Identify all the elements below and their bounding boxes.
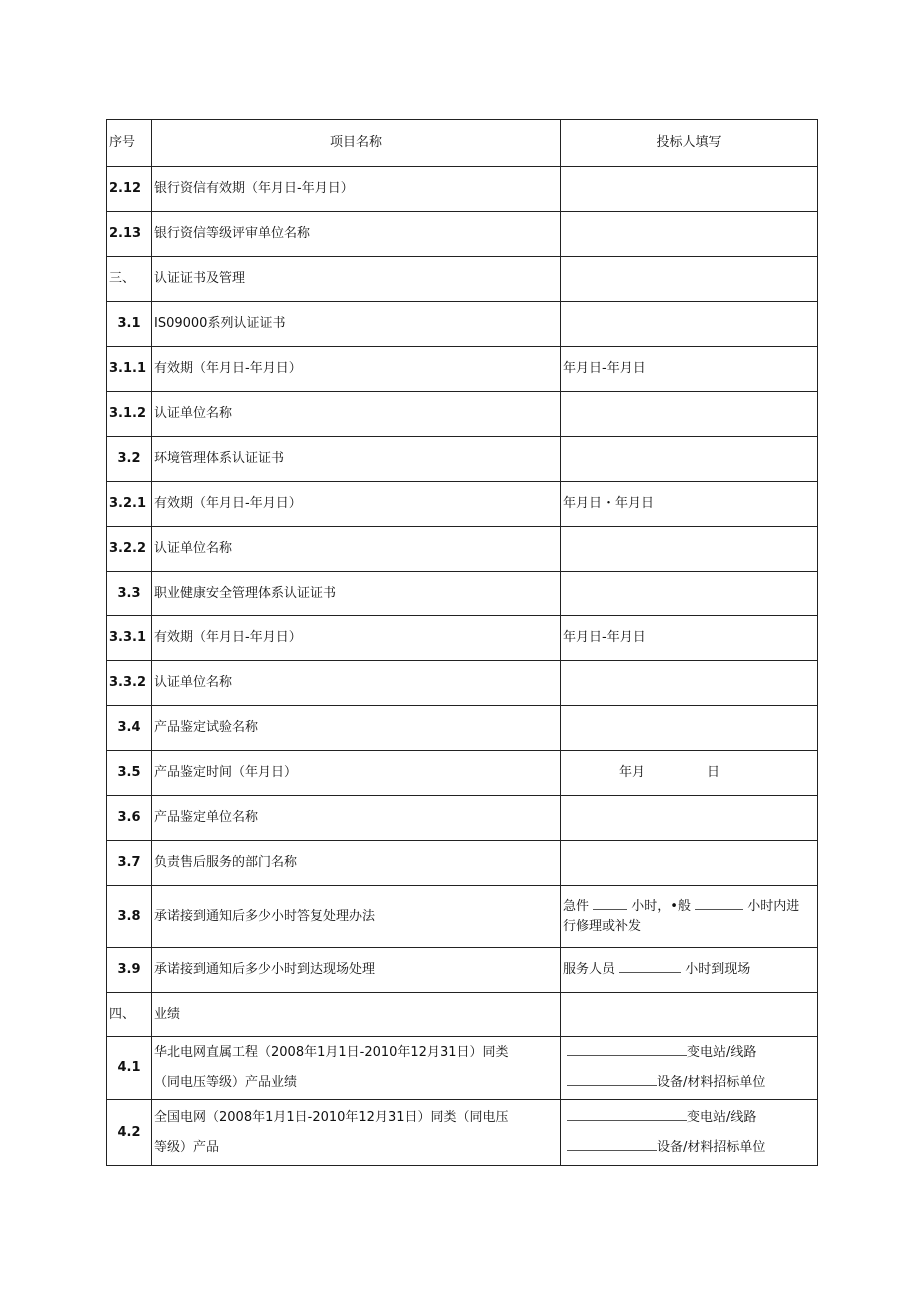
row-no: 3.3.2 [107, 661, 152, 706]
row-no: 3.7 [107, 841, 152, 886]
row-item: 产品鉴定单位名称 [152, 796, 561, 841]
row-item [152, 1100, 561, 1166]
row-fill[interactable] [561, 993, 818, 1037]
row-fill[interactable] [561, 437, 818, 482]
table-row [107, 392, 818, 437]
row-fill[interactable] [561, 257, 818, 302]
row-item: 认证单位名称 [152, 527, 561, 572]
header-row [107, 120, 818, 167]
row-item: 承诺接到通知后多少小时到达现场处理 [152, 948, 561, 993]
table-row [107, 796, 818, 841]
tender-unit-blank[interactable] [567, 1138, 657, 1151]
row-fill[interactable] [561, 661, 818, 706]
row-fill[interactable]: 年月日-年月日 [561, 616, 818, 661]
row-item: 有效期（年月日-年月日） [152, 347, 561, 392]
table-row [107, 302, 818, 347]
table-row [107, 616, 818, 661]
row-fill[interactable] [561, 841, 818, 886]
fill-text-c: 小时内进 [747, 898, 800, 914]
row-item-line2: 等级）产品 [154, 1139, 220, 1155]
row-fill[interactable] [561, 948, 818, 993]
row-item: 职业健康安全管理体系认证证书 [152, 572, 561, 616]
row-fill[interactable] [561, 302, 818, 347]
row-no: 2.12 [107, 167, 152, 212]
row-no: 3.2.2 [107, 527, 152, 572]
row-item: 认证单位名称 [152, 661, 561, 706]
fill-text-b: 小时到现场 [685, 962, 751, 977]
substation-blank[interactable] [567, 1043, 687, 1056]
row-no: 3.9 [107, 948, 152, 993]
table-row [107, 347, 818, 392]
row-item: 银行资信有效期（年月日-年月日） [152, 167, 561, 212]
row-item: 承诺接到通知后多少小时答复处理办法 [152, 886, 561, 948]
row-no: 3.4 [107, 706, 152, 751]
row-no: 2.13 [107, 212, 152, 257]
row-no: 3.3.1 [107, 616, 152, 661]
table-row [107, 527, 818, 572]
row-no: 4.2 [107, 1100, 152, 1166]
table-row [107, 572, 818, 616]
row-no: 3.2.1 [107, 482, 152, 527]
table-row [107, 1100, 818, 1166]
row-item: 负责售后服务的部门名称 [152, 841, 561, 886]
row-item-line1: 华北电网直属工程（2008年1月1日-2010年12月31日）同类 [154, 1045, 509, 1060]
row-no: 四、 [107, 993, 152, 1037]
row-item [152, 1037, 561, 1100]
table-row [107, 437, 818, 482]
row-fill[interactable] [561, 1100, 818, 1166]
fill-year-label: 年月 [619, 765, 646, 780]
row-item: 银行资信等级评审单位名称 [152, 212, 561, 257]
row-no: 4.1 [107, 1037, 152, 1100]
table-row [107, 841, 818, 886]
row-item: 产品鉴定试验名称 [152, 706, 561, 751]
table-row [107, 948, 818, 993]
hours-blank-urgent[interactable] [593, 897, 627, 910]
row-no: 3.6 [107, 796, 152, 841]
row-fill[interactable] [561, 796, 818, 841]
row-item: 业绩 [152, 993, 561, 1037]
fill-text-d: 行修理或补发 [563, 918, 642, 934]
substation-blank[interactable] [567, 1108, 687, 1121]
row-item: 认证单位名称 [152, 392, 561, 437]
table-row [107, 706, 818, 751]
table-row [107, 167, 818, 212]
row-item-line2: （同电压等级）产品业绩 [154, 1075, 298, 1090]
row-item: 认证证书及管理 [152, 257, 561, 302]
table-row [107, 212, 818, 257]
row-fill[interactable] [561, 167, 818, 212]
tender-unit-blank[interactable] [567, 1073, 657, 1086]
row-item: 有效期（年月日-年月日） [152, 616, 561, 661]
tender-form-table [106, 119, 818, 1166]
row-fill[interactable] [561, 751, 818, 796]
header-no: 序号 [107, 120, 152, 167]
row-no: 3.3 [107, 572, 152, 616]
fill-day-label: 日 [707, 765, 721, 780]
row-no: 3.8 [107, 886, 152, 948]
row-fill[interactable] [561, 212, 818, 257]
row-fill[interactable] [561, 392, 818, 437]
row-no: 3.1.2 [107, 392, 152, 437]
row-item: 产品鉴定时间（年月日） [152, 751, 561, 796]
header-fill: 投标人填写 [561, 120, 818, 167]
row-no: 三、 [107, 257, 152, 302]
row-item: 环境管理体系认证证书 [152, 437, 561, 482]
row-item: IS09000系列认证证书 [152, 302, 561, 347]
fill-text-a: 服务人员 [563, 962, 616, 977]
table-row [107, 886, 818, 948]
row-no: 3.1.1 [107, 347, 152, 392]
hours-blank-normal[interactable] [695, 897, 743, 910]
table-row [107, 993, 818, 1037]
table-row [107, 661, 818, 706]
fill-text-a: 急件 [563, 898, 590, 914]
fill-line1: 变电站/线路 [687, 1109, 757, 1125]
row-item-line1: 全国电网（2008年1月1日-2010年12月31日）同类（同电压 [154, 1109, 509, 1125]
row-fill[interactable] [561, 572, 818, 616]
row-fill[interactable] [561, 706, 818, 751]
table-row [107, 751, 818, 796]
fill-text-b: 小时，•般 [631, 898, 691, 914]
row-fill[interactable] [561, 1037, 818, 1100]
table-row [107, 482, 818, 527]
row-fill[interactable]: 年月日-年月日 [561, 347, 818, 392]
table-row [107, 257, 818, 302]
row-item: 有效期（年月日-年月日） [152, 482, 561, 527]
fill-line1: 变电站/线路 [687, 1045, 757, 1060]
hours-blank-arrival[interactable] [619, 960, 681, 973]
row-fill[interactable] [561, 886, 818, 948]
row-no: 3.1 [107, 302, 152, 347]
fill-line2: 设备/材料招标单位 [657, 1075, 766, 1090]
table-row [107, 1037, 818, 1100]
fill-line2: 设备/材料招标单位 [657, 1139, 766, 1155]
row-no: 3.2 [107, 437, 152, 482]
row-no: 3.5 [107, 751, 152, 796]
row-fill[interactable]: 年月日・年月日 [561, 482, 818, 527]
header-item: 项目名称 [152, 120, 561, 167]
row-fill[interactable] [561, 527, 818, 572]
